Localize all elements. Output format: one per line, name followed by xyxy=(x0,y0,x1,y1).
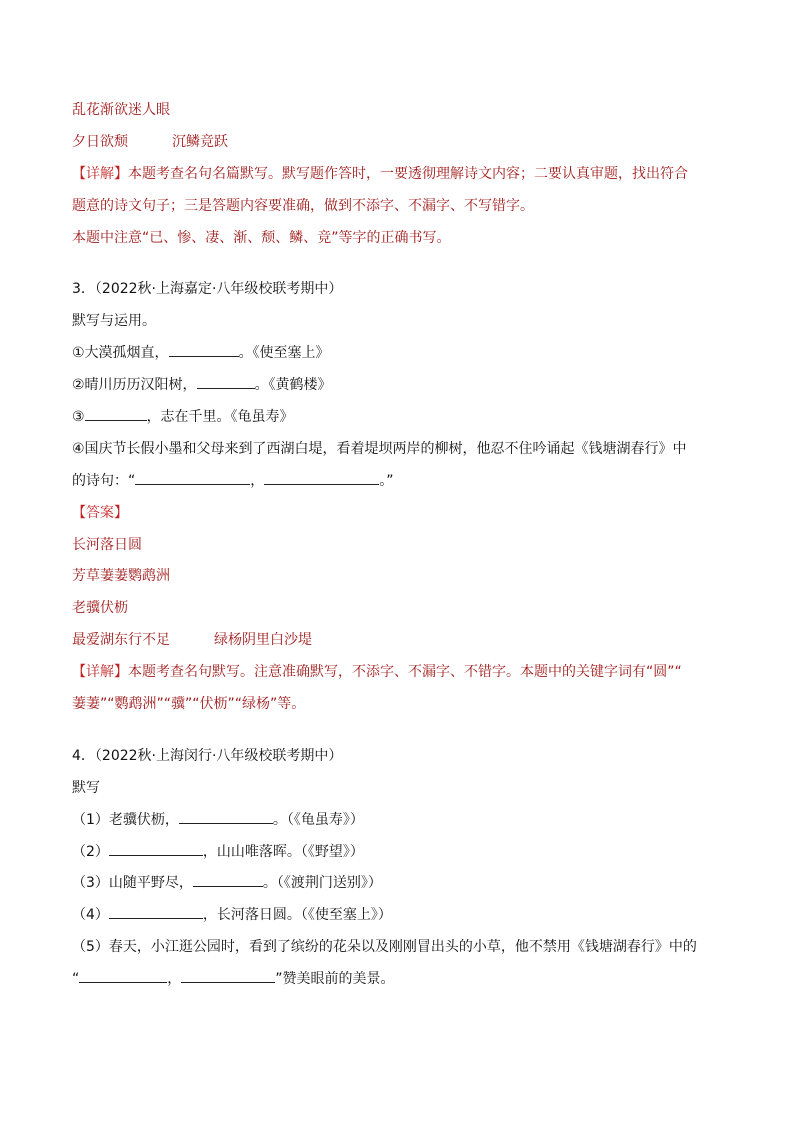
answer-line: 长河落日圆 xyxy=(72,536,142,553)
question-instruction: 默写与运用。 xyxy=(72,313,156,330)
question-item: ②晴川历历汉阳树， 。《黄鹤楼》 xyxy=(72,370,722,402)
answer-blank[interactable] xyxy=(109,900,203,919)
detail-tag: 【详解】 xyxy=(72,165,128,182)
question-header: 3．（2022秋·上海嘉定·八年级校联考期中） xyxy=(72,281,343,298)
question-item: （3）山随平野尽， 。（《渡荆门送别》） xyxy=(72,868,722,900)
question-item: ①大漠孤烟直， 。《使至塞上》 xyxy=(72,338,722,370)
detail-tag: 【详解】 xyxy=(72,664,128,681)
question-item: ④国庆节长假小墨和父母来到了西湖白堤，看着堤坝两岸的柳树，他忍不住吟诵起《钱塘湖春行》中 xyxy=(72,440,687,457)
question-item: ③ ，志在千里。《龟虽寿》 xyxy=(72,402,722,434)
answer-line: 乱花渐欲迷人眼 xyxy=(72,102,170,118)
detail-line: 萋萋”“鹦鹉洲”“骥”“伏枥”“绿杨”等。 xyxy=(72,696,306,713)
question-instruction: 默写 xyxy=(72,779,100,796)
answer-line: 老骥伏枥 xyxy=(72,600,128,617)
detail-note: 本题中注意“已、惨、凄、渐、颓、鳞、竞”等字的正确书写。 xyxy=(72,229,451,246)
answer-line: 夕日欲颓 沉鳞竞跃 xyxy=(72,133,228,150)
answer-line: 芳草萋萋鹦鹉洲 xyxy=(72,568,170,585)
answer-blank[interactable] xyxy=(181,964,275,983)
question-header: 4．（2022秋·上海闵行·八年级校联考期中） xyxy=(72,747,343,764)
detail-line: 【详解】本题考查名句默写。注意准确默写，不添字、不漏字、不错字。本题中的关键字词有“圆”“ xyxy=(72,664,682,681)
answer-line: 最爱湖东行不足 绿杨阴里白沙堤 xyxy=(72,632,312,649)
question-item: “ ， ”赞美眼前的美景。 xyxy=(72,964,722,996)
answer-blank[interactable] xyxy=(135,466,250,485)
answer-blank[interactable] xyxy=(169,338,239,357)
question-item: 的诗句：“ ， 。” xyxy=(72,466,722,498)
detail-line: 题意的诗文句子；三是答题内容要准确，做到不添字、不漏字、不写错字。 xyxy=(72,197,534,214)
detail-line: 【详解】本题考查名句名篇默写。默写题作答时，一要透彻理解诗文内容；二要认真审题，找出符合 xyxy=(72,165,688,182)
question-item: （2） ，山山唯落晖。（《野望》） xyxy=(72,837,722,869)
answer-blank[interactable] xyxy=(85,402,147,421)
question-item: （1）老骥伏枥， 。（《龟虽寿》） xyxy=(72,805,722,837)
question-item: （5）春天，小江逛公园时，看到了缤纷的花朵以及刚刚冒出头的小草，他不禁用《钱塘湖春行》中的 xyxy=(72,939,697,956)
answer-blank[interactable] xyxy=(264,466,379,485)
answer-blank[interactable] xyxy=(109,837,203,856)
answer-blank[interactable] xyxy=(193,868,263,887)
question-item: （4） ，长河落日圆。（《使至塞上》） xyxy=(72,900,722,932)
answer-blank[interactable] xyxy=(197,370,255,389)
document-page xyxy=(72,95,722,996)
answer-blank[interactable] xyxy=(179,805,273,824)
answer-tag: 【答案】 xyxy=(72,504,128,521)
answer-blank[interactable] xyxy=(79,964,167,983)
